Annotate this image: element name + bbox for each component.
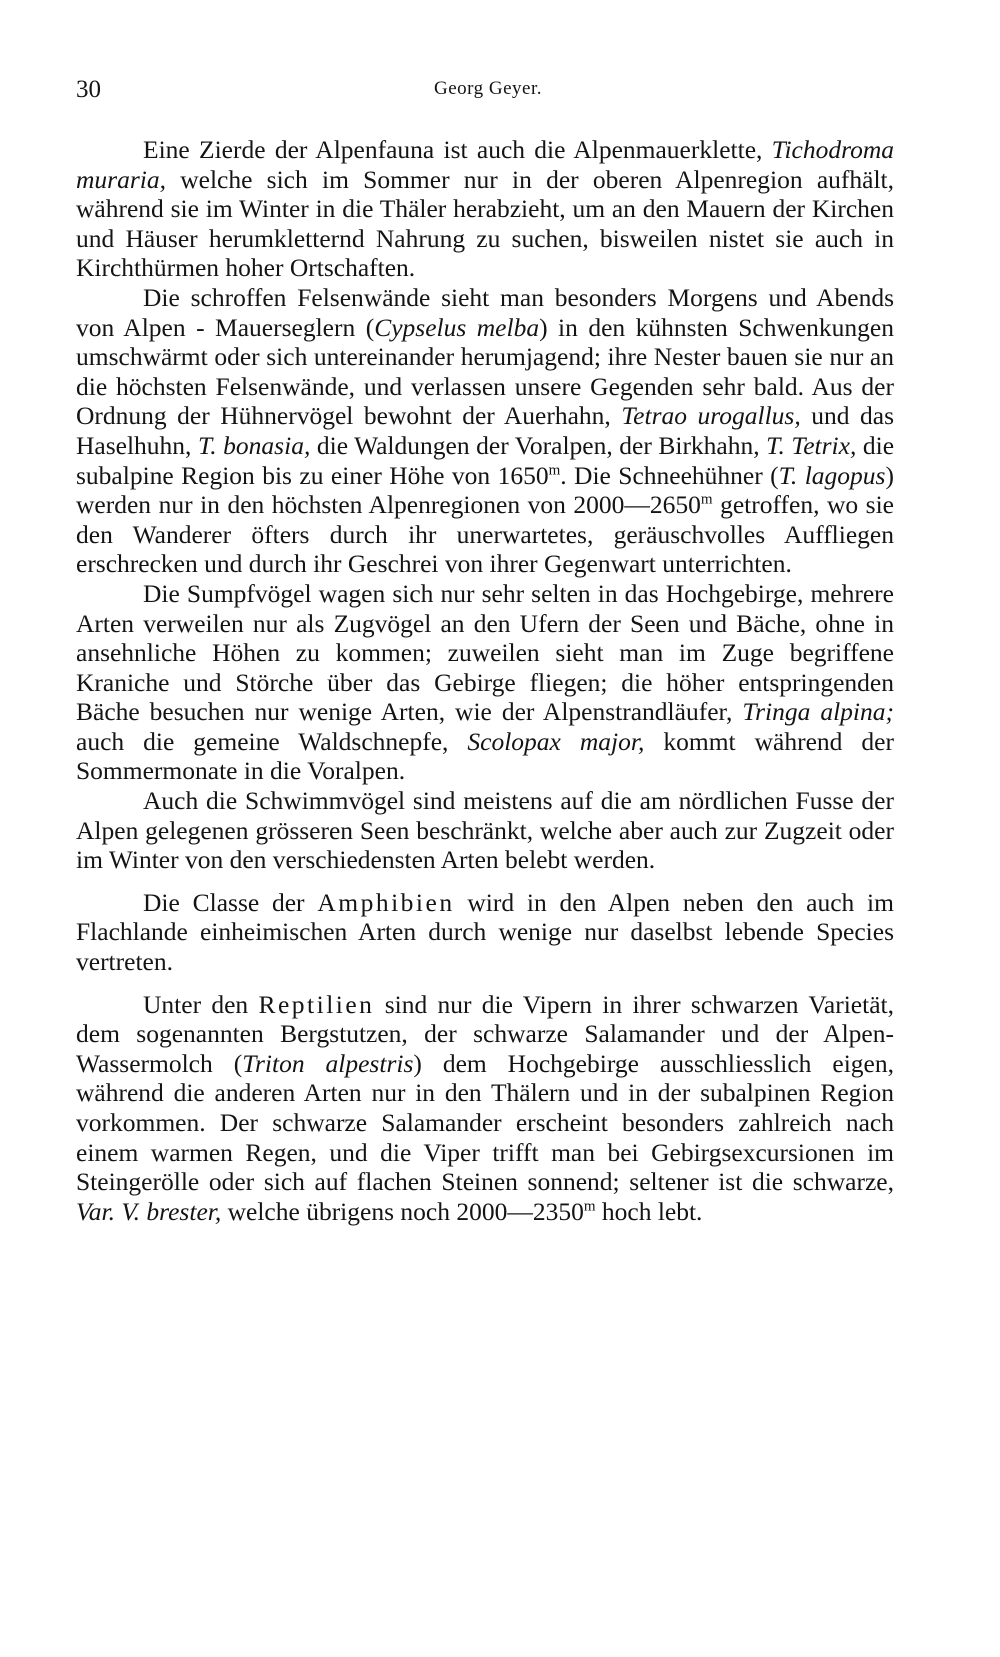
text-run: und das Haselhuhn, bbox=[76, 401, 894, 460]
page-header bbox=[76, 72, 900, 112]
text-run: getroffen, wo sie den Wanderer öfters durch ihr unerwartetes, geräuschvolles Auffliegen erschrecken und durch ihr Geschrei von ihrer Gegenwart unterrichten. bbox=[76, 490, 894, 579]
text-run: Die Sumpfvögel wagen sich nur sehr selten in das Hochgebirge, mehrere Arten verweilen nur als Zugvögel an den Ufern der Seen und Bäche, ohne in ansehnliche Höhen zu kommen; zuweilen sieht man im Zuge begriffene Kraniche und Störche über das Gebirge fliegen; die höher entspringenden Bäche besuchen nur wenige Arten, wie der Alpenstrandläufer, bbox=[76, 578, 894, 727]
text-run: Eine Zierde der Alpenfauna ist auch die Alpenmauerklette, bbox=[143, 135, 772, 164]
text-run: hoch lebt. bbox=[595, 1196, 703, 1226]
italic-term: Tetrao urogallus, bbox=[621, 401, 801, 431]
text-run: wird in den Alpen neben den auch im Flachlande einheimischen Arten durch wenige nur daselbst lebende Species vertreten. bbox=[76, 887, 894, 977]
text-run: die subalpine Region bis zu einer Höhe von 1650 bbox=[76, 430, 895, 490]
text-run: auch die gemeine Waldschnepfe, bbox=[76, 726, 468, 756]
paragraph bbox=[76, 888, 894, 977]
paragraph bbox=[76, 786, 894, 875]
italic-term: T. bonasia, bbox=[197, 430, 311, 460]
text-run: ) dem Hochgebirge ausschliesslich eigen, während die anderen Arten nur in den Thälern und in der subalpinen Region vorkommen. Der schwarze Salamander erscheint besonders zahlreich nach einem warmen Regen, und die Viper trifft man bei Gebirgsexcursionen im Steingerölle oder sich auf flachen Steinen sonnend; seltener ist die schwarze, bbox=[76, 1048, 894, 1197]
text-run: Die Classe der bbox=[143, 887, 318, 917]
text-run: Auch die Schwimmvögel sind meistens auf die am nördlichen Fusse der Alpen gelegenen grösseren Seen beschränkt, welche aber auch zur Zugzeit oder im Winter von den verschiedensten Arten belebt werden. bbox=[76, 786, 894, 875]
spaced-term: Amphibien bbox=[317, 887, 455, 917]
paragraph bbox=[76, 579, 894, 786]
text-run: Unter den bbox=[143, 989, 259, 1019]
paragraph bbox=[76, 990, 894, 1227]
italic-term: Var. V. brester, bbox=[76, 1196, 222, 1226]
italic-term: T. lagopus bbox=[778, 460, 886, 490]
text-run: ) in den kühnsten Schwenkungen umschwärmt oder sich untereinander herumjagend; ihre Nester bauen sie nur an die höchsten Felsenwände, und verlassen unsere Gegenden sehr bald. Aus der Ordnung der Hühnervögel bewohnt der Auerhahn, bbox=[76, 312, 894, 431]
spaced-term: Reptilien bbox=[258, 989, 375, 1019]
italic-term: Scolopax major, bbox=[467, 726, 645, 756]
text-run: kommt während der Sommermonate in die Voralpen. bbox=[76, 726, 894, 786]
running-head: Georg Geyer. bbox=[433, 78, 542, 99]
italic-term: Tichodroma muraria, bbox=[76, 135, 894, 194]
paragraph bbox=[76, 283, 894, 579]
text-run: welche übrigens noch 2000—2350 bbox=[221, 1196, 584, 1226]
unit-superscript: m bbox=[583, 1198, 596, 1215]
text-run: . Die Schneehühner ( bbox=[560, 460, 779, 490]
text-run: die Waldungen der Voralpen, der Birkhahn, bbox=[310, 430, 767, 460]
body-text bbox=[76, 135, 894, 1226]
italic-term: Tringa alpina; bbox=[742, 697, 894, 727]
unit-superscript: m bbox=[548, 462, 561, 479]
paragraph bbox=[76, 135, 894, 283]
text-run: sind nur die Vipern in ihrer schwarzen Varietät, dem sogenannten Bergstutzen, der schwarze Salamander und der Alpen-Wassermolch ( bbox=[76, 989, 894, 1078]
italic-term: Triton alpestris bbox=[242, 1048, 414, 1078]
italic-term: Cypselus melba bbox=[374, 312, 540, 342]
unit-superscript: m bbox=[700, 491, 713, 508]
page-number: 30 bbox=[76, 76, 101, 103]
text-run: Die schroffen Felsenwände sieht man besonders Morgens und Abends von Alpen - Mauerseglern ( bbox=[76, 282, 894, 342]
italic-term: T. Tetrix, bbox=[766, 430, 857, 460]
text-run: welche sich im Sommer nur in der oberen Alpenregion aufhält, während sie im Winter in die Thäler herabzieht, um an den Mauern der Kirchen und Häuser herumkletternd Nahrung zu suchen, bisweilen nistet sie auch in Kirchthürmen hoher Ortschaften. bbox=[76, 164, 894, 283]
text-run: ) werden nur in den höchsten Alpenregionen von 2000—2650 bbox=[76, 460, 894, 520]
